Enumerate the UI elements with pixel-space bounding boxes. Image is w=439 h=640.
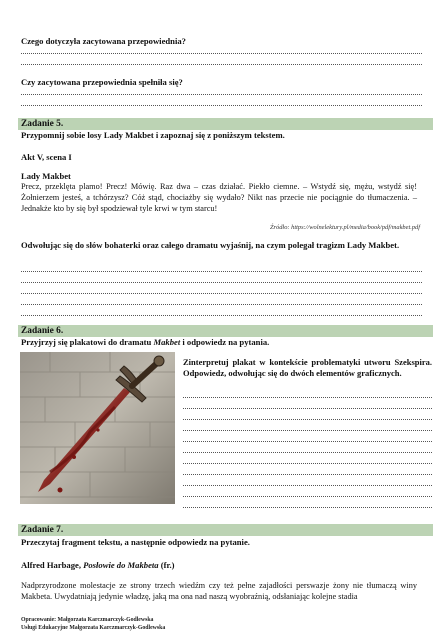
- answer-line[interactable]: [183, 485, 432, 486]
- answer-line[interactable]: [21, 304, 422, 305]
- task-5-header: [18, 118, 433, 130]
- answer-line[interactable]: [21, 293, 422, 294]
- answer-line[interactable]: [21, 271, 422, 272]
- answer-line[interactable]: [183, 419, 432, 420]
- task-6-instruction: [21, 337, 269, 347]
- task-7-text: Nadprzyrodzone molestacje ze strony trzech wiedźm czy też pełne zajadłości perswazje żony nie tłumaczą winy Makbeta. Uwydatniają jedynie władzę, jaką ma ona nad naszą wyobraźnią, odsłaniając kolejne stadia: [21, 581, 417, 602]
- question-prophecy-fulfilled: Czy zacytowana przepowiednia spełniła się?: [21, 77, 183, 87]
- task-6-instruction-pre: Przyjrzyj się plakatowi do dramatu: [21, 337, 154, 347]
- task-7-instruction: Przeczytaj fragment tekstu, a następnie odpowiedz na pytanie.: [21, 537, 250, 547]
- answer-line[interactable]: [183, 463, 432, 464]
- footer-author: Opracowanie: Małgorzata Karczmarczyk-Godlewska: [21, 617, 154, 623]
- answer-line[interactable]: [183, 408, 432, 409]
- footer-services: Usługi Edukacyjne Małgorzata Karczmarczyk-Godlewska: [21, 625, 166, 631]
- answer-line[interactable]: [183, 441, 432, 442]
- sword-poster-image: [20, 352, 175, 504]
- task-5-speaker: Lady Makbet: [21, 171, 71, 181]
- task-7-title: Zadanie 7.: [21, 525, 64, 535]
- answer-line[interactable]: [21, 315, 422, 316]
- answer-line[interactable]: [183, 452, 432, 453]
- task-5-source: Źródło: https://wolnelektury.pl/media/book/pdf/makbet.pdf: [270, 224, 420, 231]
- answer-line[interactable]: [21, 53, 422, 54]
- answer-line[interactable]: [183, 474, 432, 475]
- task-6-question: Zinterpretuj plakat w kontekście problematyki utworu Szekspira. Odpowiedz, odwołując się do dwóch elementów graficznych.: [183, 357, 432, 378]
- task-6-instruction-post: i odpowiedz na pytania.: [180, 337, 270, 347]
- task-5-question: Odwołując się do słów bohaterki oraz całego dramatu wyjaśnij, na czym polegał tragizm Lady Makbet.: [21, 240, 400, 250]
- answer-line[interactable]: [183, 507, 432, 508]
- answer-line[interactable]: [183, 496, 432, 497]
- task-6-instruction-title: Makbet: [153, 337, 181, 347]
- task-5-instruction: Przypomnij sobie losy Lady Makbet i zapoznaj się z poniższym tekstem.: [21, 130, 285, 140]
- task-7-source-heading: [21, 560, 175, 570]
- task-6-header: [18, 325, 433, 337]
- task-5-quote: Precz, przeklęta plamo! Precz! Mówię. Raz dwa – czas działać. Piekło ciemne. – Wstydź się, mężu, wstydź się! Żołnierzem jesteś, a tchórzysz? Cóż stąd, chociażby się wydało? Nikt nas przecie nie pociągnie do tłumaczenia. – Jednakże kto by się był spodziewał tyle krwi w tym starcu!: [21, 182, 417, 214]
- answer-line[interactable]: [183, 397, 432, 398]
- answer-line[interactable]: [21, 105, 422, 106]
- answer-line[interactable]: [21, 64, 422, 65]
- task-7-author: Alfred Harbage,: [21, 560, 84, 570]
- task-7-suffix: (fr.): [158, 560, 175, 570]
- question-prophecy-topic: Czego dotyczyła zacytowana przepowiednia?: [21, 36, 186, 46]
- task-6-title: Zadanie 6.: [21, 326, 64, 336]
- answer-line[interactable]: [21, 282, 422, 283]
- answer-line[interactable]: [183, 430, 432, 431]
- task-5-act: Akt V, scena I: [21, 152, 72, 162]
- task-7-header: [18, 524, 433, 536]
- task-5-title: Zadanie 5.: [21, 119, 64, 129]
- answer-line[interactable]: [21, 94, 422, 95]
- task-7-work: Posłowie do Makbeta: [83, 560, 159, 570]
